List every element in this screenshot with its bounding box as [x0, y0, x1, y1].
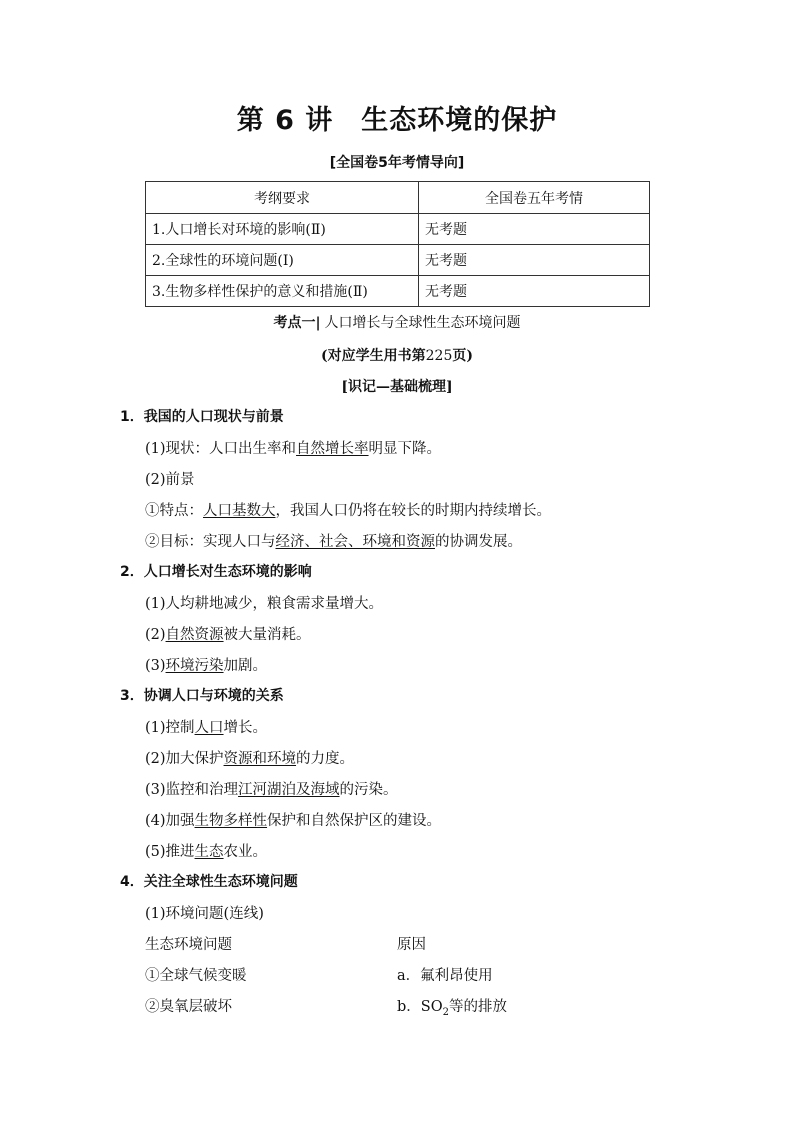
- section-4-heading: 4．关注全球性生态环境问题: [120, 874, 298, 890]
- s4-item-1: (1)环境问题(连线): [145, 906, 264, 922]
- text: (1)控制: [145, 720, 195, 736]
- text: 等的排放: [448, 999, 507, 1015]
- table-row: [146, 245, 650, 276]
- table-cell: 3.生物多样性保护的意义和措施(Ⅱ): [146, 276, 419, 307]
- underlined-answer: 人口: [194, 720, 224, 736]
- text: ②目标：实现人口与: [145, 534, 276, 550]
- text: 的协调发展。: [435, 534, 522, 550]
- s2-item-1: (1)人均耕地减少，粮食需求量增大。: [145, 596, 384, 612]
- text: (2)加大保护: [145, 751, 224, 767]
- s1-item-4: [145, 530, 522, 551]
- table-cell: 无考题: [419, 214, 650, 245]
- underlined-answer: 人口基数大: [203, 503, 276, 519]
- text: 加剧。: [223, 658, 268, 674]
- underlined-answer: 环境污染: [165, 658, 224, 674]
- s1-item-3: [145, 499, 551, 520]
- text: 增长。: [223, 720, 268, 736]
- subscript: 2: [442, 1006, 449, 1018]
- underlined-answer: 生物多样性: [194, 813, 268, 829]
- topic-label: 考点一: [273, 315, 316, 331]
- underlined-answer: 自然资源: [165, 627, 224, 643]
- table-cell: 1.人口增长对环境的影响(Ⅱ): [146, 214, 419, 245]
- matching-right-item: [397, 995, 507, 1018]
- underlined-answer: 江河湖泊及海域: [238, 782, 340, 798]
- requirements-table: [145, 181, 650, 307]
- s3-item-5: [145, 840, 267, 861]
- text: 农业。: [223, 844, 268, 860]
- section-tag: [识记—基础梳理]: [341, 379, 453, 395]
- topic-separator: |: [315, 315, 321, 331]
- s3-item-1: [145, 716, 267, 737]
- text: (3)监控和治理: [145, 782, 239, 798]
- underlined-answer: 经济、社会、环境和资源: [275, 534, 435, 550]
- text: (1)现状：人口出生率和: [145, 441, 297, 457]
- section-1-heading: 1．我国的人口现状与前景: [120, 409, 284, 425]
- text: 的污染。: [339, 782, 398, 798]
- s3-item-3: [145, 778, 398, 799]
- table-row: [146, 276, 650, 307]
- page-title: 第 6 讲 生态环境的保护: [236, 105, 558, 136]
- s3-item-2: [145, 747, 354, 768]
- s3-item-4: [145, 809, 441, 830]
- matching-right-item: a．氟利昂使用: [397, 968, 493, 984]
- text: (2): [145, 627, 166, 643]
- matching-col-right-header: 原因: [397, 937, 426, 953]
- text: 明显下降。: [368, 441, 442, 457]
- table-header-row: [146, 182, 650, 214]
- text: (5)推进: [145, 844, 195, 860]
- topic-heading: [0, 312, 794, 332]
- ref-suffix: 页): [452, 348, 473, 364]
- section-2-heading: 2．人口增长对生态环境的影响: [120, 564, 312, 580]
- ref-page: 225: [425, 348, 453, 364]
- text: b．SO: [397, 999, 443, 1015]
- ref-prefix: (对应学生用书第: [321, 348, 426, 364]
- matching-left-item: ②臭氧层破坏: [145, 999, 232, 1015]
- text: 保护和自然保护区的建设。: [267, 813, 442, 829]
- table-header-cell: 考纲要求: [146, 182, 419, 214]
- text: (4)加强: [145, 813, 195, 829]
- matching-col-left-header: 生态环境问题: [145, 937, 232, 953]
- text: ①特点：: [145, 503, 203, 519]
- book-reference: [0, 345, 794, 365]
- s1-item-2: (2)前景: [145, 472, 195, 488]
- section-3-heading: 3．协调人口与环境的关系: [120, 688, 284, 704]
- table-cell: 2.全球性的环境问题(Ⅰ): [146, 245, 419, 276]
- text: 的力度。: [296, 751, 355, 767]
- exam-guide-subtitle: [全国卷5年考情导向]: [329, 155, 465, 171]
- table-cell: 无考题: [419, 245, 650, 276]
- s2-item-2: [145, 623, 311, 644]
- s2-item-3: [145, 654, 267, 675]
- text: 被大量消耗。: [223, 627, 311, 643]
- underlined-answer: 自然增长率: [296, 441, 369, 457]
- underlined-answer: 生态: [194, 844, 224, 860]
- matching-left-item: ①全球气候变暖: [145, 968, 247, 984]
- s1-item-1: [145, 437, 441, 458]
- underlined-answer: 资源和环境: [223, 751, 297, 767]
- table-header-cell: 全国卷五年考情: [419, 182, 650, 214]
- text: ，我国人口仍将在较长的时期内持续增长。: [275, 503, 551, 519]
- topic-title: 人口增长与全球性生态环境问题: [324, 315, 521, 331]
- table-row: [146, 214, 650, 245]
- table-cell: 无考题: [419, 276, 650, 307]
- text: (3): [145, 658, 166, 674]
